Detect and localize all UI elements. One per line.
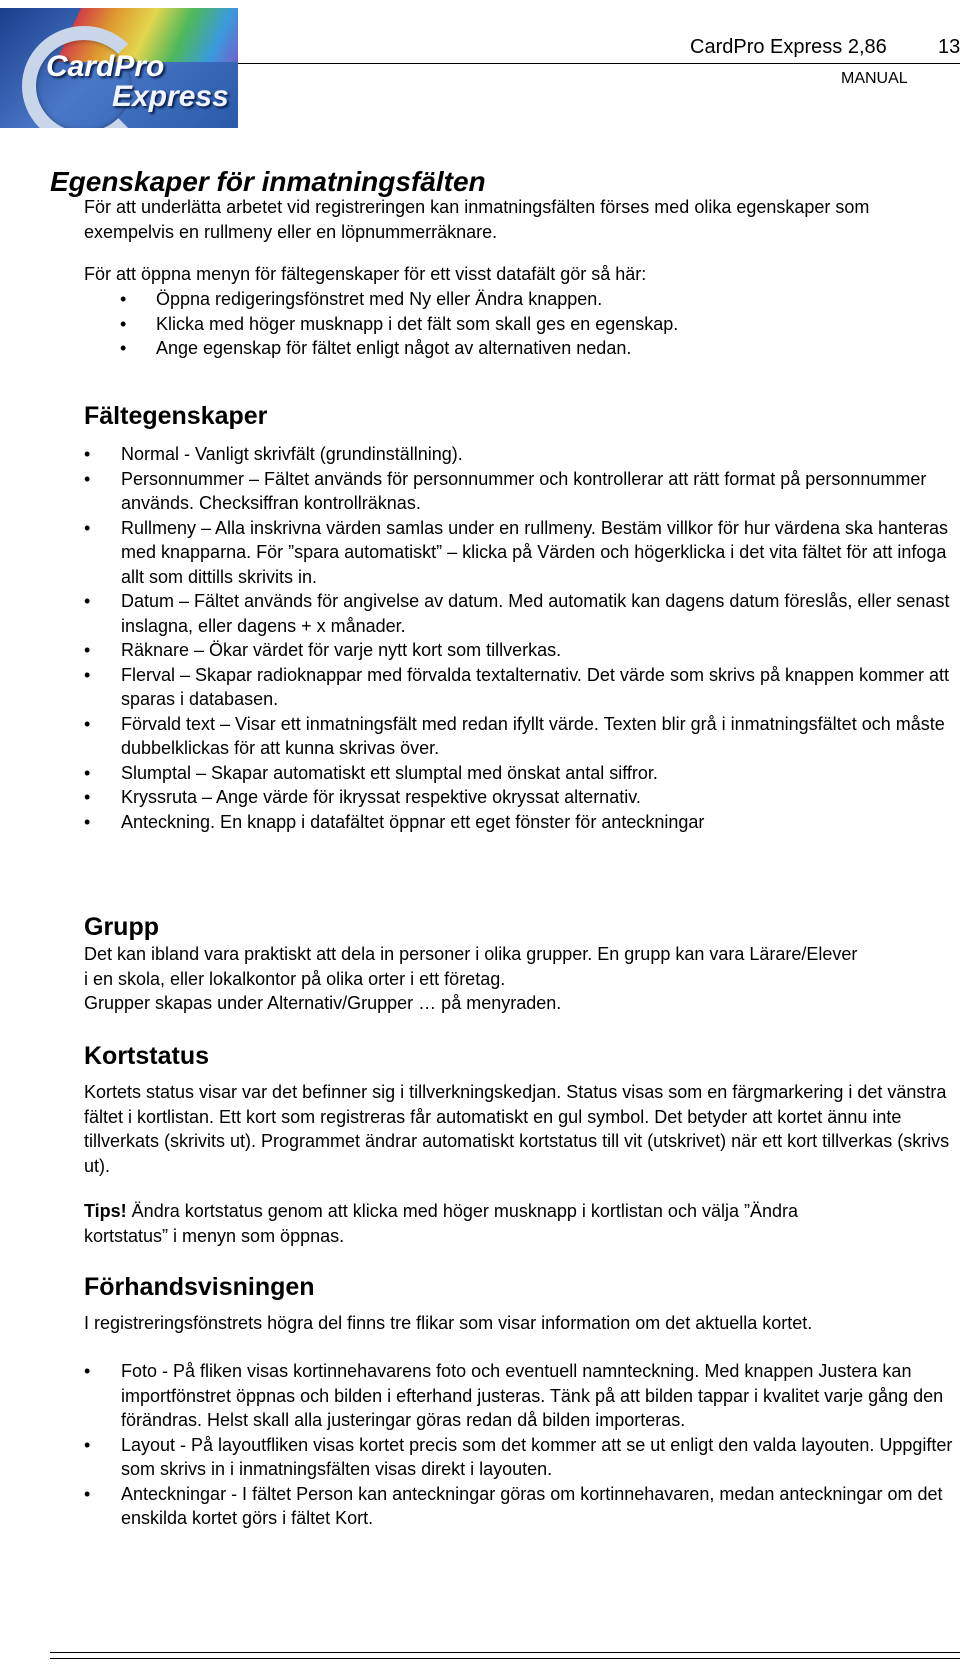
list-item: • Anteckning. En knapp i datafältet öppnar ett eget fönster för anteckningar [84, 811, 705, 832]
grupp-menu-paragraph: Grupper skapas under Alternativ/Grupper … på menyraden. [84, 993, 562, 1013]
list-item: • Layout - På layoutfliken visas kortet precis som det kommer att se ut enligt den valda layouten. Uppgifter som skrivs in i inmatningsfälten visas direkt i layouten. [84, 1434, 953, 1479]
footer-divider-top [50, 1652, 960, 1653]
list-item: • Foto - På fliken visas kortinnehavarens foto och eventuell namnteckning. Med knappen Justera kan importfönstret öppnas och bilden i efterhand justeras. Tänk på att bilden tappar i kvalitet varje gång den förändras. Helst skall alla justeringar göras redan då bilden importeras. [84, 1361, 944, 1430]
section-title-grupp: Grupp [84, 913, 159, 941]
list-item: • Normal - Vanligt skrivfält (grundinställning). [84, 444, 463, 464]
header-divider [238, 63, 960, 64]
section-title-kortstatus: Kortstatus [84, 1042, 210, 1070]
open-menu-paragraph: För att öppna menyn för fältegenskaper för ett visst datafält gör så här: [84, 264, 647, 284]
page-number: 13 [938, 36, 960, 58]
list-item: • Öppna redigeringsfönstret med Ny eller Ändra knappen. [120, 289, 603, 309]
section-title-forhandsvisningen: Förhandsvisningen [84, 1273, 315, 1301]
list-item: • Slumptal – Skapar automatiskt ett slumptal med önskat antal siffror. [84, 762, 658, 783]
list-item: • Klicka med höger musknapp i det fält som skall ges en egenskap. [120, 313, 679, 334]
list-item: • Ange egenskap för fältet enligt något av alternativen nedan. [120, 338, 632, 358]
list-item: • Rullmeny – Alla inskrivna värden samlas under en rullmeny. Bestäm villkor för hur värdena ska hanteras med knapparna. För ”spara automatiskt” – klicka på Värden och högerklicka i det vita fältet för att infoga allt som dittills skrivits in. [84, 517, 949, 587]
section-title-faltegenskaper: Fältegenskaper [84, 402, 268, 430]
list-item: • Räknare – Ökar värdet för varje nytt kort som tillverkas. [84, 640, 562, 660]
tips-paragraph [84, 1199, 844, 1248]
kortstatus-paragraph: Kortets status visar var det befinner sig i tillverkningskedjan. Status visas som en färgmarkering i det vänstra fältet i kortlistan. Ett kort som registreras får automatiskt en gul symbol. Det betyder att kortet ännu inte tillverkats (skrivits ut). Programmet ändrar automatiskt kortstatus till vit (utskrivet) när ett kort tillverkas (skrivs ut). [84, 1082, 950, 1176]
cardpro-express-logo [0, 8, 238, 128]
tips-label: Tips! [84, 1201, 127, 1221]
logo-word-cardpro: CardPro [46, 50, 165, 83]
section-title-egenskaper: Egenskaper för inmatningsfälten [50, 166, 486, 197]
list-item: • Personnummer – Fältet används för personnummer och kontrollerar att rätt format på personnummer används. Checksiffran kontrollräknas. [84, 468, 927, 513]
list-item: • Flerval – Skapar radioknappar med förvalda textalternativ. Det värde som skrivs på knappen kommer att sparas i databasen. [84, 664, 950, 709]
list-item: • Anteckningar - I fältet Person kan anteckningar göras om kortinnehavaren, medan anteckningar om det enskilda kortet görs i fältet Kort. [84, 1483, 943, 1528]
tips-text: Ändra kortstatus genom att klicka med höger musknapp i kortlistan och välja ”Ändra kortstatus” i menyn som öppnas. [84, 1201, 798, 1246]
header-subtitle: MANUAL [841, 70, 908, 87]
footer-divider-bottom [50, 1658, 960, 1659]
list-item: • Datum – Fältet används för angivelse av datum. Med automatik kan dagens datum föreslås, eller senast inslagna, eller dagens + x månader. [84, 591, 950, 636]
field-properties-list [84, 442, 954, 834]
logo-word-express: Express [112, 80, 229, 113]
forhandsvisning-paragraph: I registreringsfönstrets högra del finns tre flikar som visar information om det aktuella kortet. [84, 1313, 813, 1333]
grupp-paragraph: Det kan ibland vara praktiskt att dela in personer i olika grupper. En grupp kan vara Lärare/Elever i en skola, eller lokalkontor på olika orter i ett företag. [84, 944, 858, 989]
preview-tabs-list [84, 1359, 954, 1531]
intro-paragraph: För att underlätta arbetet vid registreringen kan inmatningsfälten förses med olika egenskaper som exempelvis en rullmeny eller en löpnummerräknare. [84, 197, 870, 242]
list-item: • Förvald text – Visar ett inmatningsfält med redan ifyllt värde. Texten blir grå i inmatningsfältet och måste dubbelklickas för att kunna skrivas över. [84, 713, 945, 758]
open-menu-steps [120, 287, 950, 361]
header-title: CardPro Express 2,86 [690, 36, 887, 58]
list-item: • Kryssruta – Ange värde för ikryssat respektive okryssat alternativ. [84, 787, 641, 807]
